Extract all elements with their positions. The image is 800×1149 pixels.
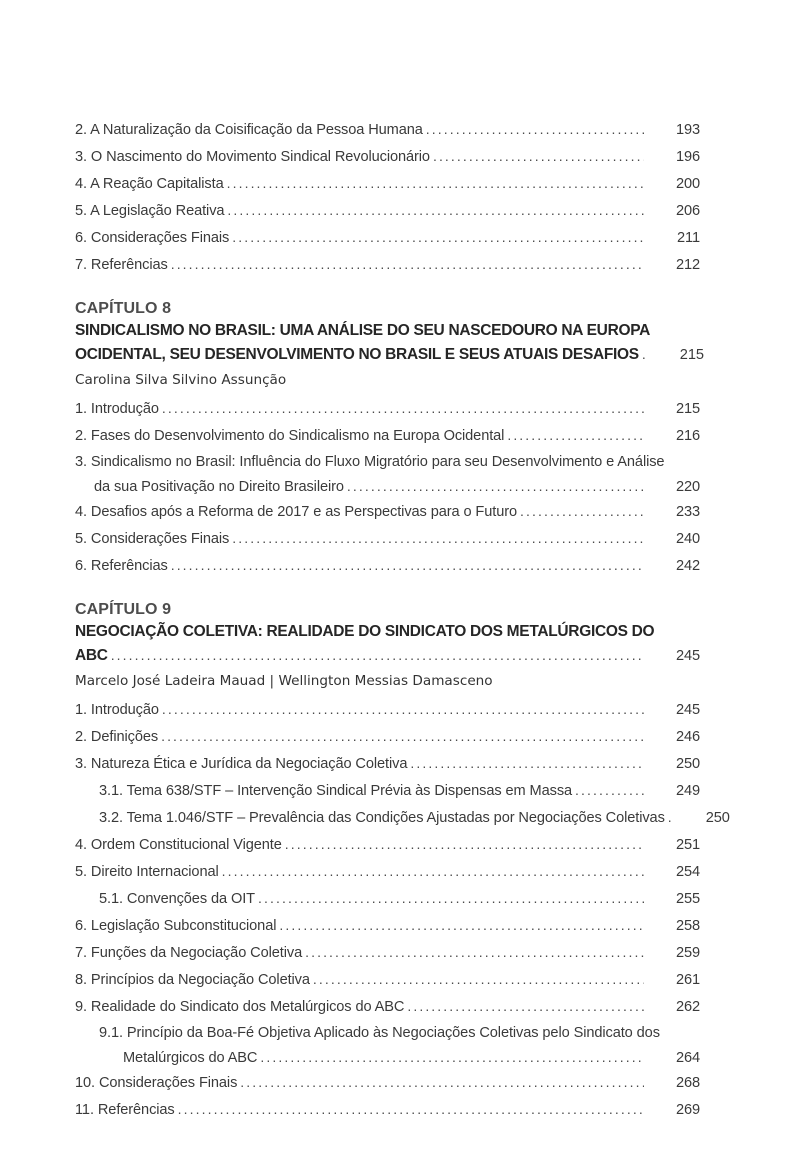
dot-leader [162, 696, 644, 723]
dot-leader [305, 939, 644, 966]
entry-page-number: 250 [675, 756, 700, 772]
entry-text: 2. A Naturalização da Coisificação da Pessoa Humana [75, 122, 423, 138]
entry-text: 8. Princípios da Negociação Coletiva [75, 972, 310, 988]
entry-page-number: 211 [677, 230, 700, 246]
entry-page-number: 215 [675, 401, 700, 417]
toc-entry [75, 449, 712, 475]
dot-leader [232, 224, 644, 251]
toc-entry [75, 750, 712, 777]
entry-page-number: 261 [675, 972, 700, 988]
entry-page-number: 255 [675, 891, 700, 907]
entry-text: 4. Desafios após a Reforma de 2017 e as Perspectivas para o Futuro [75, 504, 518, 520]
entry-page-number: 268 [675, 1075, 700, 1091]
toc-entry [75, 224, 712, 251]
chapter-kicker: CAPÍTULO 8 [75, 300, 172, 317]
toc-entry [75, 831, 712, 858]
entry-page-number: 269 [675, 1102, 700, 1118]
dot-leader [162, 395, 644, 422]
chapter-page-number: 215 [679, 346, 704, 363]
chapter-title-line [75, 320, 712, 343]
entry-page-number: 200 [675, 176, 700, 192]
entry-text: 6. Legislação Subconstitucional [75, 918, 277, 934]
entry-text: 3. O Nascimento do Movimento Sindical Revolucionário [75, 149, 430, 165]
entry-page-number: 220 [675, 479, 700, 495]
chapter-title-text: OCIDENTAL, SEU DESENVOLVIMENTO NO BRASIL E SEUS ATUAIS DESAFIOS [75, 345, 639, 363]
toc-entry [75, 1096, 712, 1123]
entry-list [75, 696, 730, 1123]
toc-entry-continuation [75, 1046, 712, 1069]
dot-leader [410, 750, 644, 777]
toc-entry [75, 170, 712, 197]
entry-text: 5. A Legislação Reativa [75, 203, 225, 219]
entry-text: 3.2. Tema 1.046/STF – Prevalência das Condições Ajustadas por Negociações Coletivas [99, 810, 665, 826]
toc-content [75, 116, 730, 1123]
toc-entry [75, 552, 712, 579]
toc-entry [75, 525, 712, 552]
entry-list [75, 116, 712, 278]
dot-leader [347, 475, 644, 498]
dot-leader [258, 885, 644, 912]
dot-leader [520, 498, 644, 525]
dot-leader [407, 993, 644, 1020]
chapter-page-number: 245 [675, 647, 700, 664]
chapter-section [75, 598, 730, 1123]
entry-page-number: 250 [705, 810, 730, 826]
dot-leader [171, 552, 644, 579]
toc-entry [75, 116, 712, 143]
entry-text: 5. Direito Internacional [75, 864, 219, 880]
chapter-kicker: CAPÍTULO 9 [75, 601, 172, 618]
entry-text: 2. Fases do Desenvolvimento do Sindicalismo na Europa Ocidental [75, 428, 505, 444]
chapter-title-line [75, 644, 712, 668]
entry-text: 10. Considerações Finais [75, 1075, 238, 1091]
dot-leader [240, 1069, 644, 1096]
dot-leader [111, 644, 644, 668]
entry-page-number: 254 [675, 864, 700, 880]
entry-list [75, 395, 712, 579]
entry-text: 5. Considerações Finais [75, 531, 230, 547]
toc-entry [75, 197, 712, 224]
entry-page-number: 246 [675, 729, 700, 745]
chapter-title-line [75, 621, 712, 644]
dot-leader [575, 777, 644, 804]
entry-text: 3. Natureza Ética e Jurídica da Negociação Coletiva [75, 756, 408, 772]
entry-page-number: 242 [675, 558, 700, 574]
toc-entry [75, 251, 712, 278]
chapter-title-text: SINDICALISMO NO BRASIL: UMA ANÁLISE DO SEU NASCEDOURO NA EUROPA [75, 322, 650, 339]
toc-entry [75, 858, 712, 885]
entry-page-number: 264 [675, 1050, 700, 1066]
toc-entry [75, 1020, 712, 1046]
entry-page-number: 259 [675, 945, 700, 961]
entry-text: Metalúrgicos do ABC [123, 1050, 258, 1066]
entry-page-number: 262 [675, 999, 700, 1015]
toc-entry [75, 723, 712, 750]
chapter-title-text: NEGOCIAÇÃO COLETIVA: REALIDADE DO SINDICATO DOS METALÚRGICOS DO [75, 623, 655, 640]
entry-text: da sua Positivação no Direito Brasileiro [94, 479, 344, 495]
dot-leader [260, 1046, 644, 1069]
entry-page-number: 240 [675, 531, 700, 547]
entry-page-number: 212 [675, 257, 700, 273]
continued-entries-section [75, 116, 712, 278]
entry-page-number: 258 [675, 918, 700, 934]
toc-entry-continuation [75, 475, 712, 498]
chapter-authors: Marcelo José Ladeira Mauad | Wellington Messias Damasceno [75, 673, 493, 689]
dot-leader [507, 422, 644, 449]
entry-page-number: 196 [675, 149, 700, 165]
toc-entry [75, 498, 712, 525]
dot-leader [285, 831, 644, 858]
chapter-authors: Carolina Silva Silvino Assunção [75, 372, 287, 388]
entry-text: 1. Introdução [75, 702, 159, 718]
toc-entry [75, 143, 712, 170]
entry-text: 7. Funções da Negociação Coletiva [75, 945, 303, 961]
entry-text: 4. Ordem Constitucional Vigente [75, 837, 282, 853]
entry-text: 2. Definições [75, 729, 159, 745]
chapter-title-line [75, 343, 712, 367]
toc-entry [75, 777, 712, 804]
chapter-section [75, 297, 712, 579]
entry-page-number: 216 [675, 428, 700, 444]
chapter-title [75, 320, 712, 366]
entry-page-number: 193 [675, 122, 700, 138]
toc-entry [75, 422, 712, 449]
entry-page-number: 233 [675, 504, 700, 520]
entry-page-number: 245 [675, 702, 700, 718]
toc-entry [75, 395, 712, 422]
entry-text: 11. Referências [75, 1102, 175, 1118]
dot-leader [313, 966, 644, 993]
toc-entry [75, 912, 712, 939]
dot-leader [433, 143, 644, 170]
entry-text: 5.1. Convenções da OIT [99, 891, 255, 907]
dot-leader [426, 116, 644, 143]
entry-text: 9.1. Princípio da Boa-Fé Objetiva Aplicado às Negociações Coletivas pelo Sindicato dos [99, 1025, 660, 1041]
toc-entry [75, 993, 712, 1020]
dot-leader [227, 197, 644, 224]
entry-text: 3.1. Tema 638/STF – Intervenção Sindical Prévia às Dispensas em Massa [99, 783, 573, 799]
entry-page-number: 206 [675, 203, 700, 219]
toc-entry [75, 804, 730, 831]
dot-leader [279, 912, 644, 939]
entry-text: 6. Considerações Finais [75, 230, 230, 246]
entry-text: 4. A Reação Capitalista [75, 176, 224, 192]
dot-leader [227, 170, 644, 197]
dot-leader [171, 251, 644, 278]
dot-leader [222, 858, 644, 885]
dot-leader [178, 1096, 644, 1123]
entry-text: 9. Realidade do Sindicato dos Metalúrgicos do ABC [75, 999, 405, 1015]
dot-leader [161, 723, 644, 750]
entry-text: 6. Referências [75, 558, 168, 574]
entry-text: 7. Referências [75, 257, 168, 273]
toc-entry [75, 1069, 712, 1096]
chapter-title-text: ABC [75, 646, 108, 664]
entry-text: 3. Sindicalismo no Brasil: Influência do Fluxo Migratório para seu Desenvolvimento e Análise [75, 454, 665, 470]
toc-entry [75, 696, 712, 723]
chapter-title [75, 621, 712, 667]
entry-page-number: 249 [675, 783, 700, 799]
dot-leader [232, 525, 644, 552]
entry-page-number: 251 [675, 837, 700, 853]
entry-text: 1. Introdução [75, 401, 159, 417]
toc-entry [75, 939, 712, 966]
toc-entry [75, 966, 712, 993]
toc-entry [75, 885, 712, 912]
